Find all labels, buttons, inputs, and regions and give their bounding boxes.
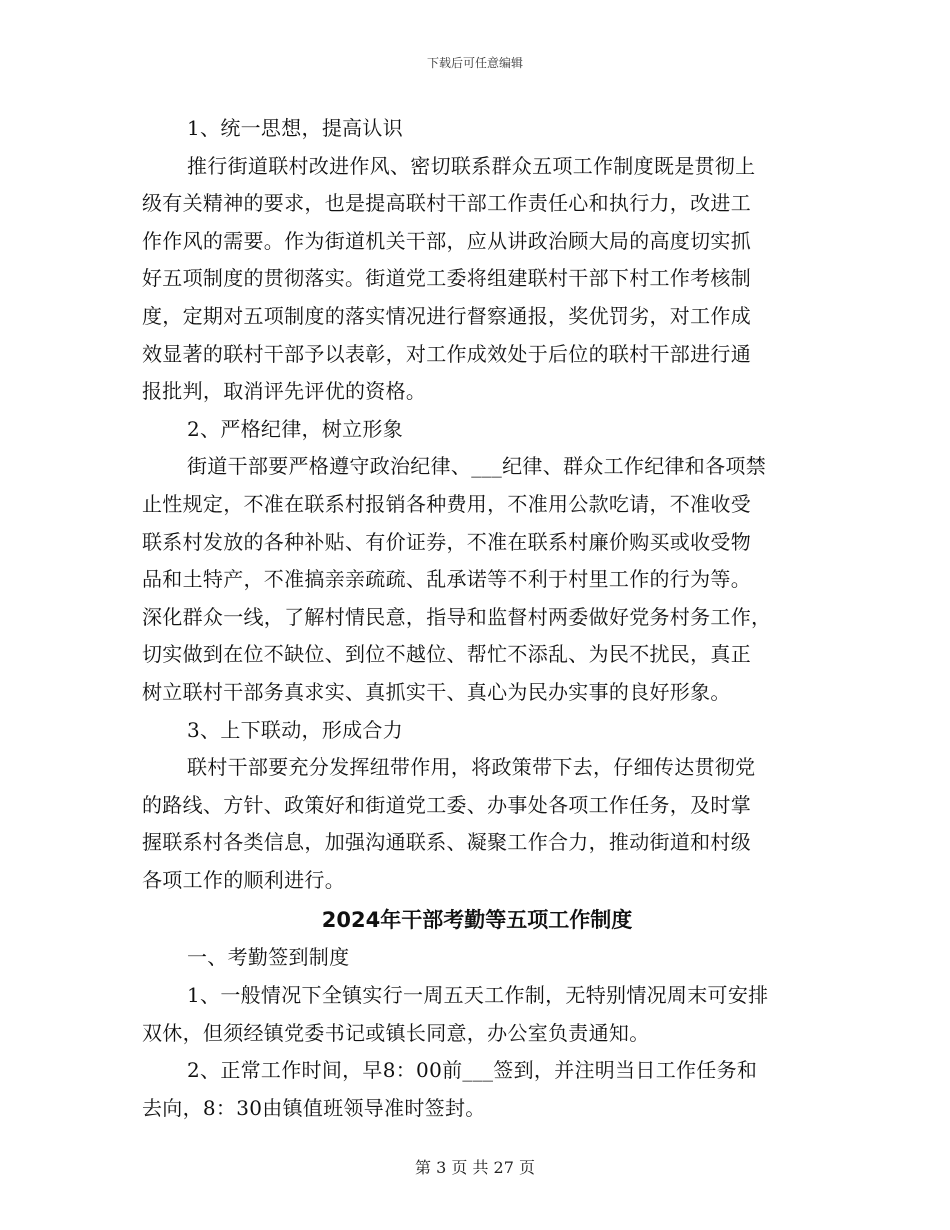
paragraph-line: 双休，但须经镇党委书记或镇长同意，办公室负责通知。 xyxy=(142,1020,650,1045)
paragraph-line: 作作风的需要。作为街道机关干部，应从讲政治顾大局的高度切实抓 xyxy=(142,228,751,253)
paragraph-line: 联村干部要充分发挥纽带作用，将政策带下去，仔细传达贯彻党 xyxy=(187,755,756,780)
paragraph-line: 的路线、方针、政策好和街道党工委、办事处各项工作任务，及时掌 xyxy=(142,792,751,817)
page-header-note: 下载后可任意编辑 xyxy=(426,56,523,70)
section-heading: 3、上下联动，形成合力 xyxy=(187,717,404,742)
paragraph-line: 品和土特产，不准搞亲亲疏疏、乱承诺等不利于村里工作的行为等。 xyxy=(142,567,751,592)
paragraph-line: 各项工作的顺利进行。 xyxy=(142,867,345,892)
section-heading: 1、统一思想，提高认识 xyxy=(187,116,404,140)
paragraph-line: 效显著的联村干部予以表彰，对工作成效处于后位的联村干部进行通 xyxy=(142,341,751,366)
paragraph-line: 握联系村各类信息，加强沟通联系、凝聚工作合力，推动街道和村级 xyxy=(142,830,751,855)
section-heading: 2、严格纪律，树立形象 xyxy=(187,416,404,441)
document-title: 2024年干部考勤等五项工作制度 xyxy=(321,908,633,933)
paragraph-line: 深化群众一线，了解村情民意，指导和监督村两委做好党务村务工作， xyxy=(142,604,772,629)
paragraph-line: 切实做到在位不缺位、到位不越位、帮忙不添乱、为民不扰民，真正 xyxy=(142,642,751,667)
paragraph-line: 联系村发放的各种补贴、有价证券，不准在联系村廉价购买或收受物 xyxy=(142,529,751,554)
paragraph-line: 度，定期对五项制度的落实情况进行督察通报，奖优罚劣，对工作成 xyxy=(142,303,751,328)
paragraph-line: 去向，8：30由镇值班领导准时签封。 xyxy=(142,1095,486,1120)
document-body xyxy=(142,110,812,1127)
paragraph-line: 2、正常工作时间，早8：00前___签到，并注明当日工作任务和 xyxy=(187,1058,758,1083)
paragraph-line: 级有关精神的要求，也是提高联村干部工作责任心和执行力，改进工 xyxy=(142,191,751,216)
paragraph-line: 推行街道联村改进作风、密切联系群众五项工作制度既是贯彻上 xyxy=(187,153,756,178)
part-heading: 一、考勤签到制度 xyxy=(187,945,350,970)
paragraph-line: 止性规定，不准在联系村报销各种费用，不准用公款吃请，不准收受 xyxy=(142,491,751,516)
paragraph-line: 好五项制度的贯彻落实。街道党工委将组建联村干部下村工作考核制 xyxy=(142,266,751,291)
paragraph-line: 树立联村干部务真求实、真抓实干、真心为民办实事的良好形象。 xyxy=(142,679,731,704)
paragraph-line: 报批判，取消评先评优的资格。 xyxy=(142,379,427,404)
page-number-footer: 第 3 页 共 27 页 xyxy=(415,1158,535,1177)
paragraph-line: 街道干部要严格遵守政治纪律、___纪律、群众工作纪律和各项禁 xyxy=(187,454,766,479)
paragraph-line: 1、一般情况下全镇实行一周五天工作制，无特别情况周末可安排 xyxy=(187,983,769,1008)
